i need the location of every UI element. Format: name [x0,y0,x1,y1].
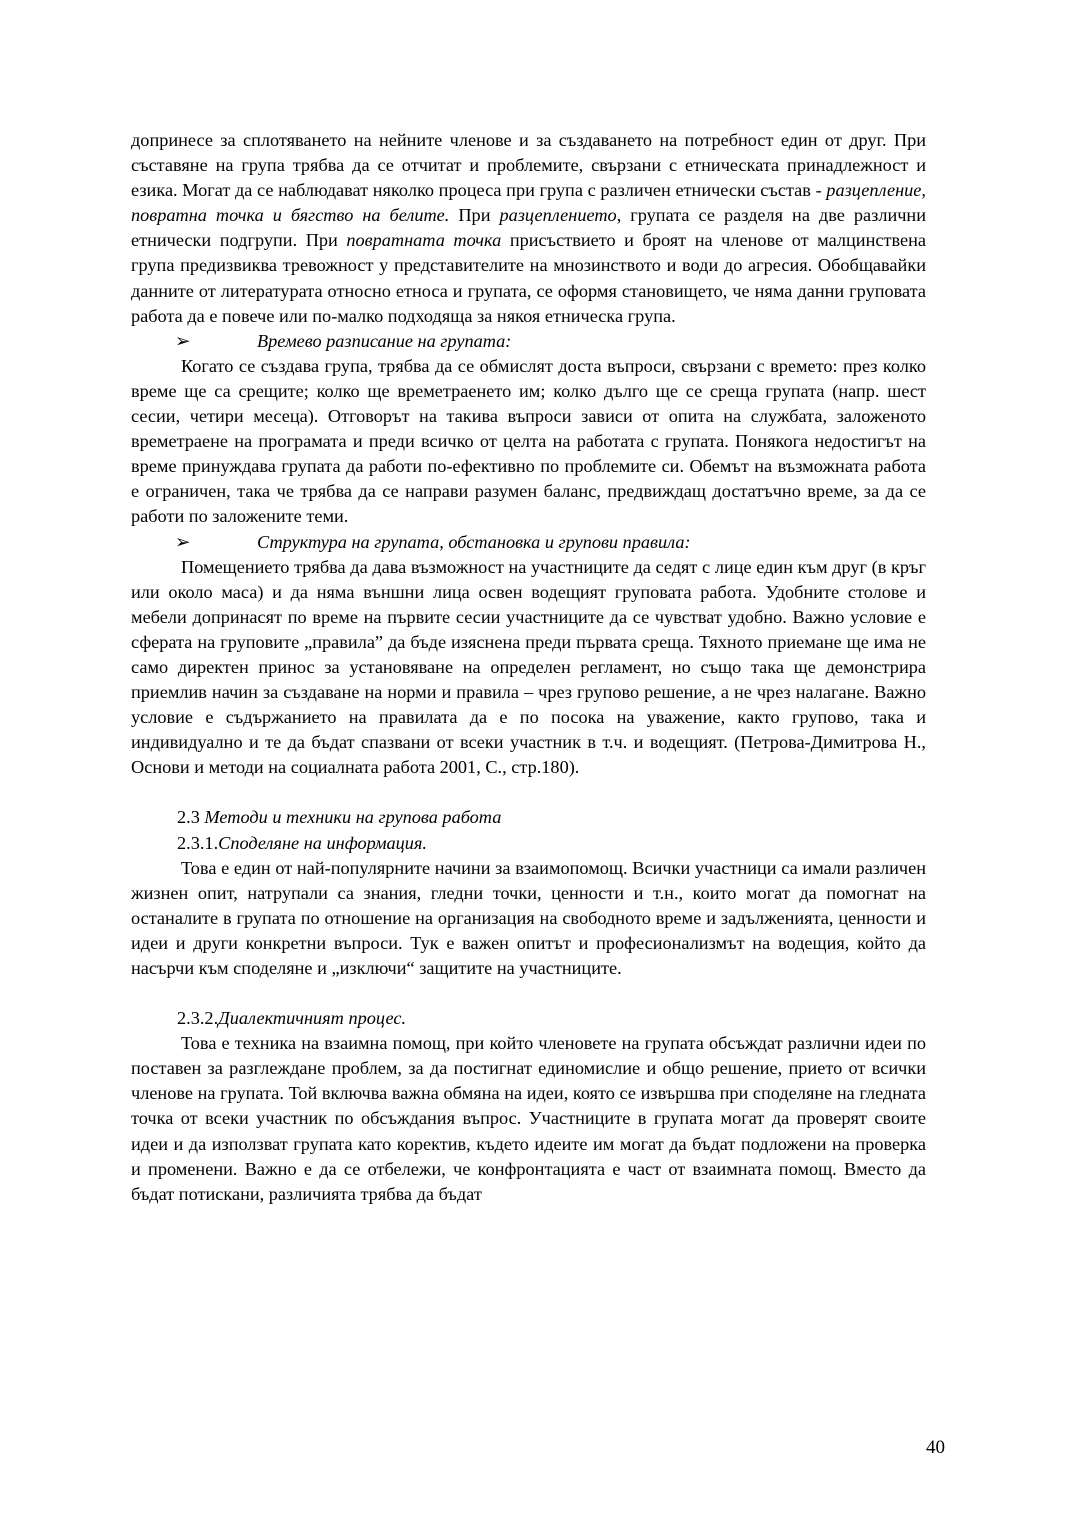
arrow-bullet-icon: ➢ [175,330,191,351]
spacer [131,780,926,805]
paragraph-ethnicity: допринесе за сплотяването на нейните членове и за създаването на потребност един от друг. При съставяне на група трябва да се отчитат и проблемите, свързани с етническата принадлежност и езика. Могат да се наблюдават няколко процеса при група с различен етнически състав - разцепление, повратна точка и бягство на белите. При разцеплението, групата се разделя на две различни етнически подгрупи. При повратната точка присъствието и броят на членове от малцинствена група предизвиква тревожност у представителите на мнозинството и води до агресия. Обобщавайки данните от литературата относно етноса и групата, се оформя становището, че няма данни груповата работа да е повече или по-малко подходяща за някоя етническа група. [131,130,926,326]
paragraph-time-schedule: Когато се създава група, трябва да се обмислят доста въпроси, свързани с времето: през колко време ще са срещите; колко ще времетраенето им; колко дълго ще се среща групата (напр. шест сесии, четири месеца). Отговорът на такива въпроси зависи от опита на службата, заложеното времетраене на програмата и преди всичко от целта на работата с групата. Понякога недостигът на време принуждава групата да работи по-ефективно по проблемите си. Обемът на възможната работа е ограничен, така че трябва да се направи разумен баланс, предвиждащ достатъчно време, за да се работи по заложените теми. [131,355,926,527]
page-number: 40 [926,1437,945,1458]
paragraph-sharing-information: Това е един от най-популярните начини за взаимопомощ. Всички участници са имали различен жизнен опит, натрупали са знания, гледни точки, ценности и т.н., които могат да помогнат на останалите в групата по отношение на организация на свободното време и задълженията, ценности и идеи и други конкретни въпроси. Тук е важен опитът и професионализмът на водещия, който да насърчи към споделяне и „изключи“ защитите на участниците. [131,857,926,978]
spacer [131,981,926,1006]
bullet-structure: ➢ Структура на групата, обстановка и групови правила: [131,530,926,555]
section-heading-2-3: 2.3 Методи и техники на групова работа [177,807,502,828]
paragraph-structure: Помещението трябва да дава възможност на участниците да седят с лице един към друг (в кръг или около маса) и да няма външни лица освен водещият груповата работа. Удобните столове и мебели допринасят по време на първите сесии участниците да се чувстват удобно. Важно условие е сферата на груповите „правила” да бъде изяснена преди първата среща. Тяхното приемане ще има не само директен принос за установяване на определен регламент, но също така ще демонстрира приемлив начин за създаване на норми и правила – чрез групово решение, а не чрез налагане. Важно условие е съдържанието на правилата да е по посока на уважение, както групово, така и индивидуално и те да бъдат спазвани от всеки участник в т.ч. и водещият. (Петрова-Димитрова Н., Основи и методи на социалната работа 2001, С., стр.180). [131,556,926,778]
bullet-time-schedule: ➢ Времево разписание на групата: [131,329,926,354]
paragraph-dialectic-process: Това е техника на взаимна помощ, при който членовете на групата обсъждат различни идеи по поставен за разглеждане проблем, за да постигнат единомислие и общо решение, прието от всички членове на групата. Той включва важна обмяна на идеи, която се извършва при споделяне на гледната точка от всеки участник по обсъждания въпрос. Участниците в групата могат да проверят своите идеи и да използват групата като коректив, където идеите им могат да бъдат подложени на проверка и променени. Важно е да се отбележи, че конфронтацията е част от взаимната помощ. Вместо да бъдат потискани, различията трябва да бъдат [131,1033,926,1204]
arrow-bullet-icon: ➢ [175,531,191,552]
section-heading-2-3-1: 2.3.1.Споделяне на информация. [177,832,427,853]
page-body [131,128,926,1207]
section-heading-2-3-2: 2.3.2.Диалектичният процес. [177,1008,407,1029]
